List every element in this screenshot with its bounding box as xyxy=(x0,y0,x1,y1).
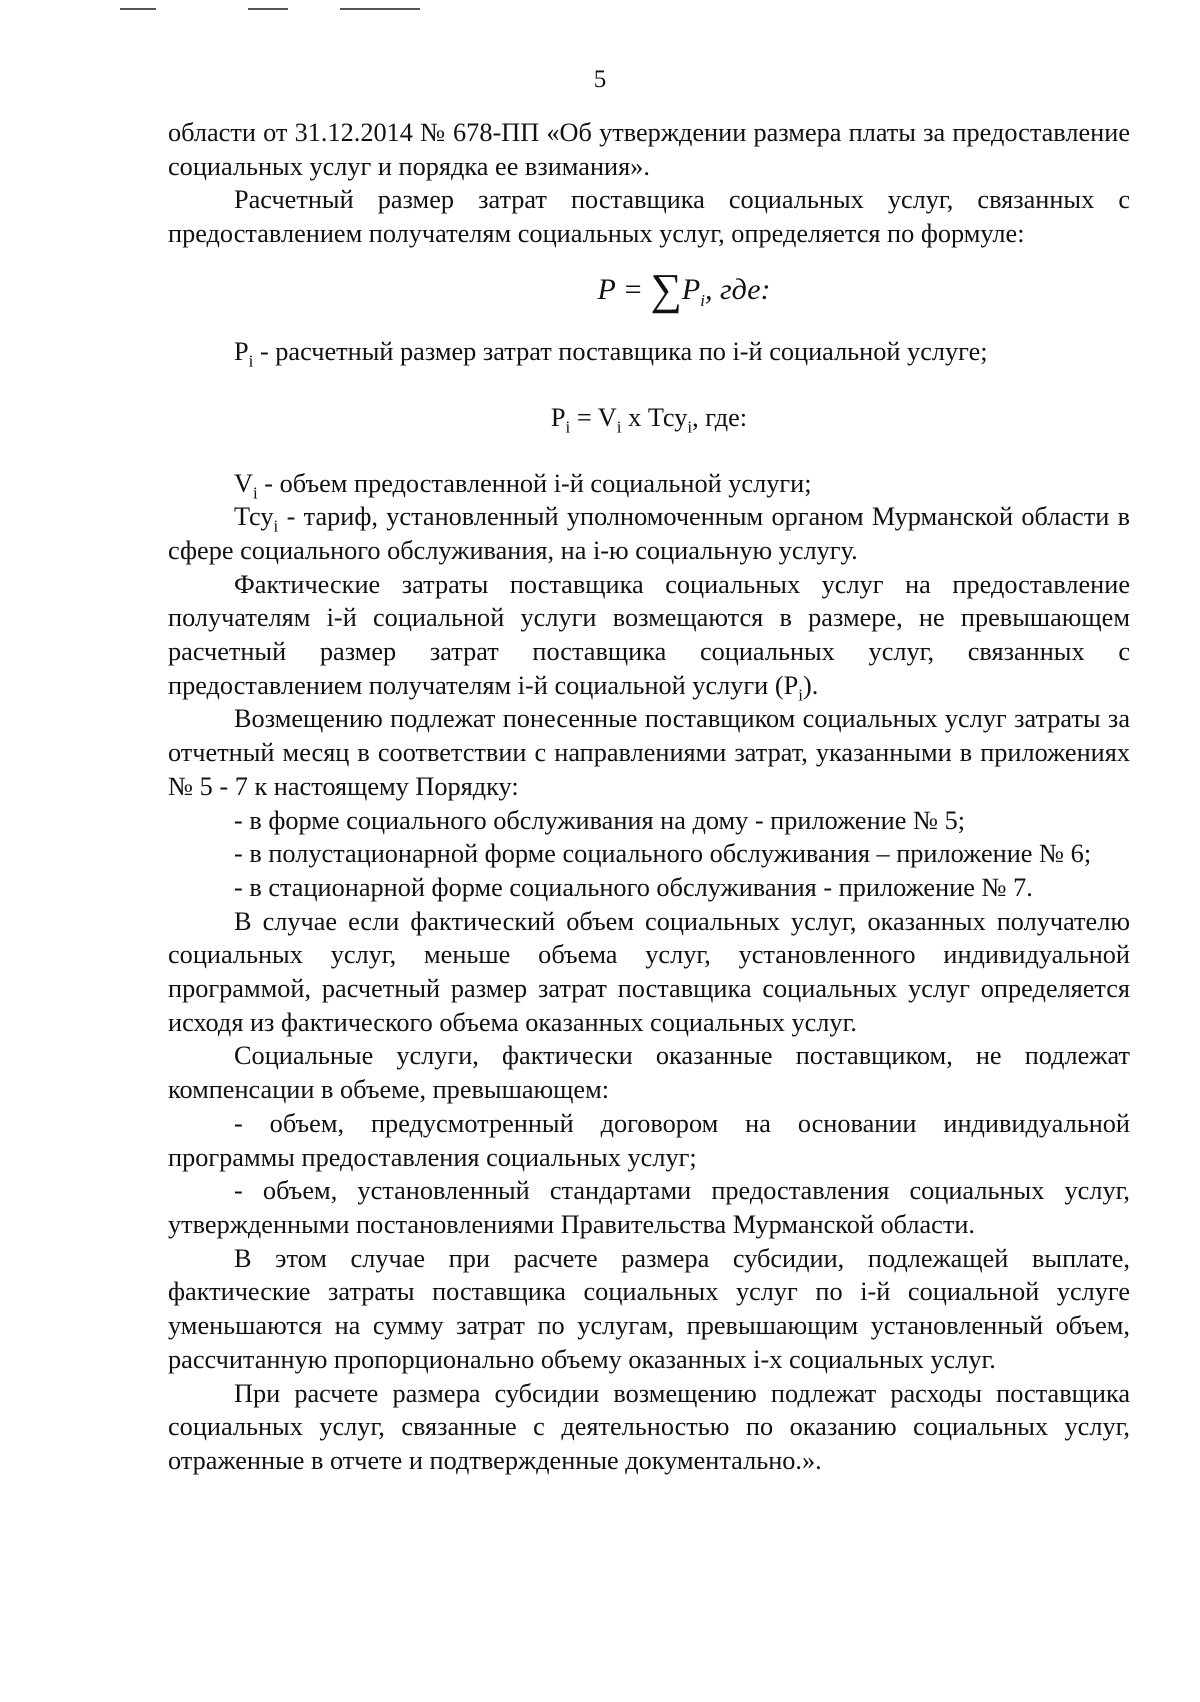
paragraph: Расчетный размер затрат поставщика социальных услуг, связанных с предоставлением получателям социальных услуг, определяется по формуле: xyxy=(168,185,1130,249)
paragraph: Тсу$_i$ - тариф, установленный уполномоченным органом Мурманской области в сфере социального обслуживания, на i-ю социальную услугу. xyxy=(168,502,1130,565)
sum-symbol: ∑ xyxy=(650,264,682,314)
page-number: 5 xyxy=(593,66,607,93)
paragraph: $P_i$ - расчетный размер затрат поставщика по i-й социальной услуге; xyxy=(234,336,988,371)
scan-artifact xyxy=(340,8,420,10)
formula-product: $P_i = V_i$ x Тсу$_i$, где: xyxy=(550,402,748,436)
list-item: - объем, установленный стандартами предоставления социальных услуг, утвержденными постановлениями Правительства Мурманской области. xyxy=(168,1176,1130,1239)
paragraph: области от 31.12.2014 № 678-ПП «Об утверждении размера платы за предоставление социальных услуг и порядка ее взимания». xyxy=(168,118,1130,181)
list-item: - в полустационарной форме социального обслуживания – приложение № 6; xyxy=(234,839,1092,869)
paragraph: Фактические затраты поставщика социальных услуг на предоставление получателям i-й социальной услуги возмещаются в размере, не превышающем расчетный размер затрат поставщика социальных услуг, связанных с предоставлением получателям i-й социальной услуги $(P_i)$. xyxy=(168,569,1130,704)
paragraph: В этом случае при расчете размера субсидии, подлежащей выплате, фактические затраты поставщика социальных услуг по i-й социальной услуге уменьшаются на сумму затрат по услугам, превышающим установленный объем, рассчитанную пропорционально объему оказанных i-х социальных услуг. xyxy=(168,1243,1130,1374)
scan-artifact xyxy=(120,8,156,10)
scan-artifact xyxy=(248,8,288,10)
list-item: - в стационарной форме социального обслуживания - приложение № 7. xyxy=(234,872,1033,902)
paragraph: $V_i$ - объем предоставленной i-й социальной услуги; xyxy=(234,468,812,502)
document-body xyxy=(168,116,1130,1478)
formula-sum: $P = \sum P_i$, где: xyxy=(597,264,771,314)
list-item: - объем, предусмотренный договором на основании индивидуальной программы предоставления социальных услуг; xyxy=(168,1108,1130,1172)
paragraph: В случае если фактический объем социальных услуг, оказанных получателю социальных услуг, меньше объема услуг, установленного индивидуальной программой, расчетный размер затрат поставщика социальных услуг определяется исходя из фактического объема оказанных социальных услуг. xyxy=(168,906,1130,1037)
paragraph: Социальные услуги, фактически оказанные поставщиком, не подлежат компенсации в объеме, превышающем: xyxy=(168,1041,1130,1105)
paragraph: Возмещению подлежат понесенные поставщиком социальных услуг затраты за отчетный месяц в соответствии с направлениями затрат, указанными в приложениях № 5 - 7 к настоящему Порядку: xyxy=(168,704,1130,801)
list-item: - в форме социального обслуживания на дому - приложение № 5; xyxy=(234,805,966,835)
paragraph: При расчете размера субсидии возмещению подлежат расходы поставщика социальных услуг, связанные с деятельностью по оказанию социальных услуг, отраженные в отчете и подтвержденные документально.». xyxy=(168,1378,1130,1475)
